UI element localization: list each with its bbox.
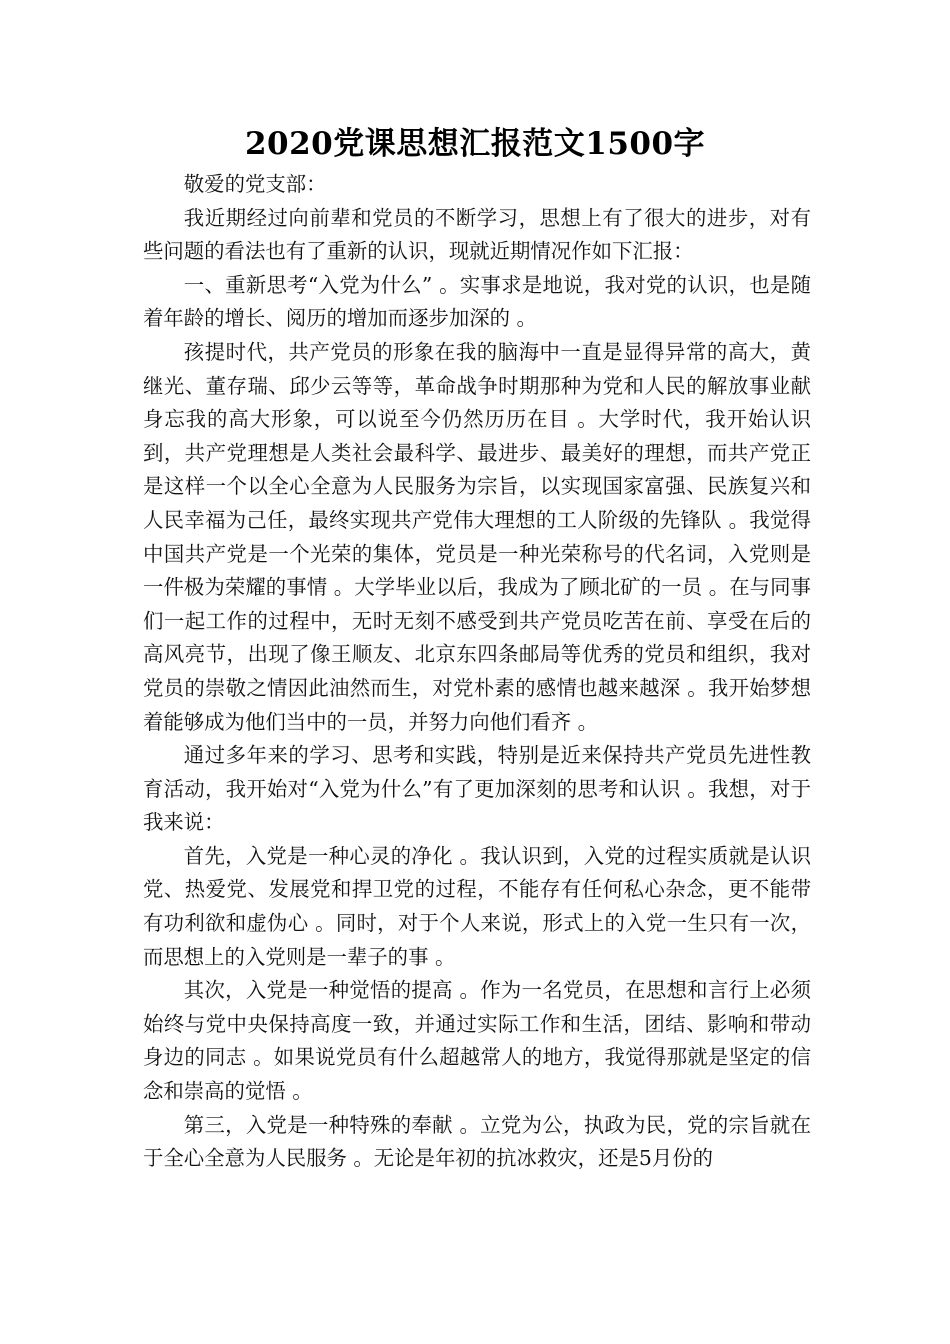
body-paragraph: 孩提时代，共产党员的形象在我的脑海中一直是显得异常的高大，黄继光、董存瑞、邱少云等等，革命战争时期那种为党和人民的解放事业献身忘我的高大形象，可以说至今仍然历历在目 。大学时代，我开始认识到，共产党理想是人类社会最科学、最进步、最美好的理想，而共产党正是这样一个以全心全意为人民服务为宗旨，以实现国家富强、民族复兴和人民幸福为己任，最终实现共产党伟大理想的工人阶级的先锋队 。我觉得中国共产党是一个光荣的集体，党员是一种光荣称号的代名词，入党则是一件极为荣耀的事情 。大学毕业以后，我成为了顾北矿的一员 。在与同事们一起工作的过程中，无时无刻不感受到共产党员吃苦在前、享受在后的高风亮节，出现了像王顺友、北京东四条邮局等优秀的党员和组织，我对党员的崇敬之情因此油然而生，对党朴素的感情也越来越深 。我开始梦想着能够成为他们当中的一员，并努力向他们看齐 。: [143, 339, 811, 734]
body-paragraph: 其次，入党是一种觉悟的提高 。作为一名党员，在思想和言行上必须始终与党中央保持高度一致，并通过实际工作和生活，团结、影响和带动身边的同志 。如果说党员有什么超越常人的地方，我觉得那就是坚定的信念和崇高的觉悟 。: [143, 978, 811, 1104]
body-paragraph: 首先，入党是一种心灵的净化 。我认识到，入党的过程实质就是认识党、热爱党、发展党和捍卫党的过程，不能存有任何私心杂念，更不能带有功利欲和虚伪心 。同时，对于个人来说，形式上的入党一生只有一次，而思想上的入党则是一辈子的事 。: [143, 843, 811, 969]
body-paragraph: 一、重新思考“入党为什么” 。实事求是地说，我对党的认识，也是随着年龄的增长、阅历的增加而逐步加深的 。: [143, 272, 811, 331]
salutation-paragraph: 敬爱的党支部：: [183, 172, 327, 196]
body-paragraph: 通过多年来的学习、思考和实践，特别是近来保持共产党员先进性教育活动，我开始对“入党为什么”有了更加深刻的思考和认识 。我想，对于我来说：: [143, 743, 811, 835]
document-title: 2020党课思想汇报范文1500字: [244, 126, 706, 162]
body-paragraph: 我近期经过向前辈和党员的不断学习，思想上有了很大的进步，对有些问题的看法也有了重新的认识，现就近期情况作如下汇报：: [143, 205, 811, 264]
body-paragraph: 第三，入党是一种特殊的奉献 。立党为公，执政为民，党的宗旨就在于全心全意为人民服务 。无论是年初的抗冰救灾，还是5月份的: [143, 1112, 811, 1171]
document-body: [143, 168, 811, 1176]
